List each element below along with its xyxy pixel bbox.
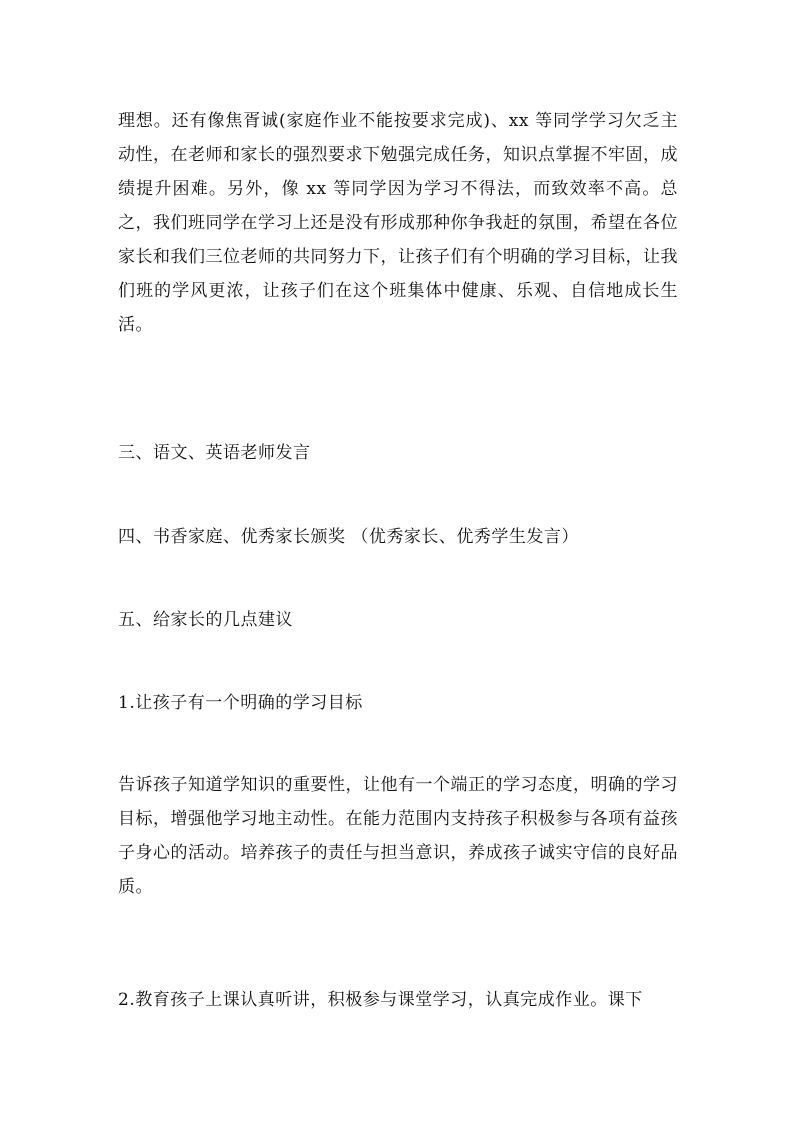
section-heading-5-text: 五、给家长的几点建议 <box>118 610 293 630</box>
suggestion-1-body-text: 告诉孩子知道学知识的重要性，让他有一个端正的学习态度，明确的学习目标，增强他学习地主动性。在能力范围内支持孩子积极参与各项有益孩子身心的活动。培养孩子的责任与担当意识，养成孩子诚实守信的良好品质。 <box>118 775 678 897</box>
suggestion-1-title-text: 1.让孩子有一个明确的学习目标 <box>118 693 363 713</box>
suggestion-2-line <box>118 983 678 1017</box>
section-heading-3-text: 三、语文、英语老师发言 <box>118 443 311 463</box>
section-heading-4-text: 四、书香家庭、优秀家长颁奖 （优秀家长、优秀学生发言） <box>118 527 579 547</box>
suggestion-2-line-text: 2.教育孩子上课认真听讲，积极参与课堂学习，认真完成作业。课下 <box>118 990 643 1010</box>
section-heading-5 <box>118 603 678 637</box>
section-heading-4 <box>118 520 678 554</box>
intro-paragraph-text: 理想。还有像焦胥诚(家庭作业不能按要求完成)、xx 等同学学习欠乏主动性，在老师和家长的强烈要求下勉强完成任务，知识点掌握不牢固，成绩提升困难。另外，像 xx 等同学因为学习不得法，而致效率不高。总之，我们班同学在学习上还是没有形成那种你争我赶的氛围，希望在各位家长和我们三位老师的共同努力下，让孩子们有个明确的学习目标，让我们班的学风更浓，让孩子们在这个班集体中健康、乐观、自信地成长生活。 <box>118 111 678 335</box>
intro-paragraph <box>118 104 678 342</box>
section-heading-3 <box>118 436 678 470</box>
suggestion-1-body <box>118 768 678 904</box>
suggestion-1-title <box>118 686 678 720</box>
